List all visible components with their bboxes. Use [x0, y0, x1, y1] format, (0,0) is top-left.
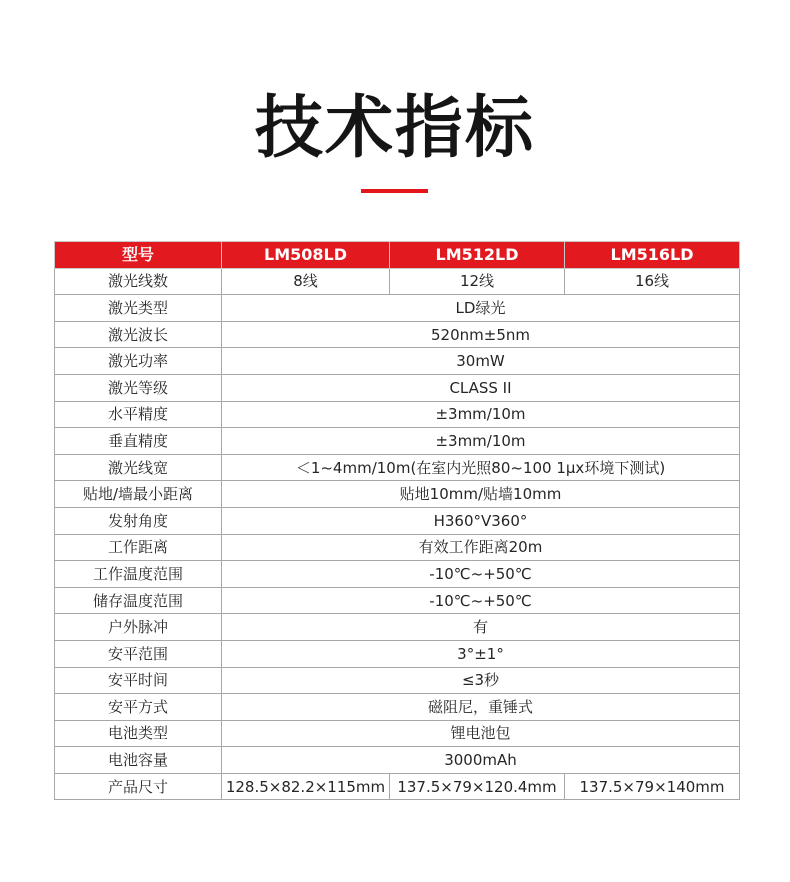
- table-row: [55, 321, 740, 348]
- row-value: -10℃~+50℃: [222, 561, 740, 588]
- row-label: 户外脉冲: [55, 614, 222, 641]
- row-value: LD绿光: [222, 295, 740, 322]
- row-label: 激光线数: [55, 268, 222, 295]
- header-lm516ld: LM516LD: [565, 242, 740, 269]
- row-label: 激光等级: [55, 374, 222, 401]
- table-row: [55, 667, 740, 694]
- row-value: CLASS II: [222, 374, 740, 401]
- table-row: [55, 694, 740, 721]
- row-label: 激光类型: [55, 295, 222, 322]
- row-label: 安平范围: [55, 640, 222, 667]
- row-label: 发射角度: [55, 507, 222, 534]
- header-model: 型号: [55, 242, 222, 269]
- row-label: 激光线宽: [55, 454, 222, 481]
- row-value: 有: [222, 614, 740, 641]
- header-lm512ld: LM512LD: [390, 242, 565, 269]
- cell-lm508ld: 8线: [222, 268, 390, 295]
- table-row: [55, 587, 740, 614]
- row-value: 磁阻尼，重锤式: [222, 694, 740, 721]
- row-value: -10℃~+50℃: [222, 587, 740, 614]
- table-row: [55, 747, 740, 774]
- table-row: [55, 374, 740, 401]
- table-header-row: [55, 242, 740, 269]
- row-label: 电池类型: [55, 720, 222, 747]
- table-row: [55, 268, 740, 295]
- table-row: [55, 507, 740, 534]
- cell-lm512ld: 12线: [390, 268, 565, 295]
- table-row: [55, 640, 740, 667]
- row-label: 产品尺寸: [55, 773, 222, 800]
- table-row: [55, 428, 740, 455]
- cell-lm516ld: 137.5×79×140mm: [565, 773, 740, 800]
- row-value: 3000mAh: [222, 747, 740, 774]
- row-label: 电池容量: [55, 747, 222, 774]
- cell-lm508ld: 128.5×82.2×115mm: [222, 773, 390, 800]
- page-title: 技术指标: [254, 89, 535, 168]
- row-value: 有效工作距离20m: [222, 534, 740, 561]
- row-value: H360°V360°: [222, 507, 740, 534]
- table-row: [55, 534, 740, 561]
- row-label: 工作距离: [55, 534, 222, 561]
- table-row: [55, 614, 740, 641]
- table-row: [55, 348, 740, 375]
- row-label: 激光波长: [55, 321, 222, 348]
- cell-lm516ld: 16线: [565, 268, 740, 295]
- row-label: 激光功率: [55, 348, 222, 375]
- row-value: ＜1~4mm/10m(在室内光照80~100 1μx环境下测试): [222, 454, 740, 481]
- row-label: 贴地/墙最小距离: [55, 481, 222, 508]
- row-label: 垂直精度: [55, 428, 222, 455]
- row-value: 30mW: [222, 348, 740, 375]
- table-row: [55, 401, 740, 428]
- table-row: [55, 454, 740, 481]
- row-value: ±3mm/10m: [222, 401, 740, 428]
- table-row: [55, 773, 740, 800]
- row-label: 储存温度范围: [55, 587, 222, 614]
- table-row: [55, 481, 740, 508]
- row-value: 3°±1°: [222, 640, 740, 667]
- row-label: 安平方式: [55, 694, 222, 721]
- row-label: 水平精度: [55, 401, 222, 428]
- table-row: [55, 295, 740, 322]
- row-value: 520nm±5nm: [222, 321, 740, 348]
- table-row: [55, 561, 740, 588]
- table-row: [55, 720, 740, 747]
- spec-table: [54, 241, 740, 800]
- row-value: ±3mm/10m: [222, 428, 740, 455]
- row-value: 贴地10mm/贴墙10mm: [222, 481, 740, 508]
- row-label: 工作温度范围: [55, 561, 222, 588]
- header-lm508ld: LM508LD: [222, 242, 390, 269]
- row-value: 锂电池包: [222, 720, 740, 747]
- cell-lm512ld: 137.5×79×120.4mm: [390, 773, 565, 800]
- row-label: 安平时间: [55, 667, 222, 694]
- row-value: ≤3秒: [222, 667, 740, 694]
- title-underline: [361, 189, 428, 193]
